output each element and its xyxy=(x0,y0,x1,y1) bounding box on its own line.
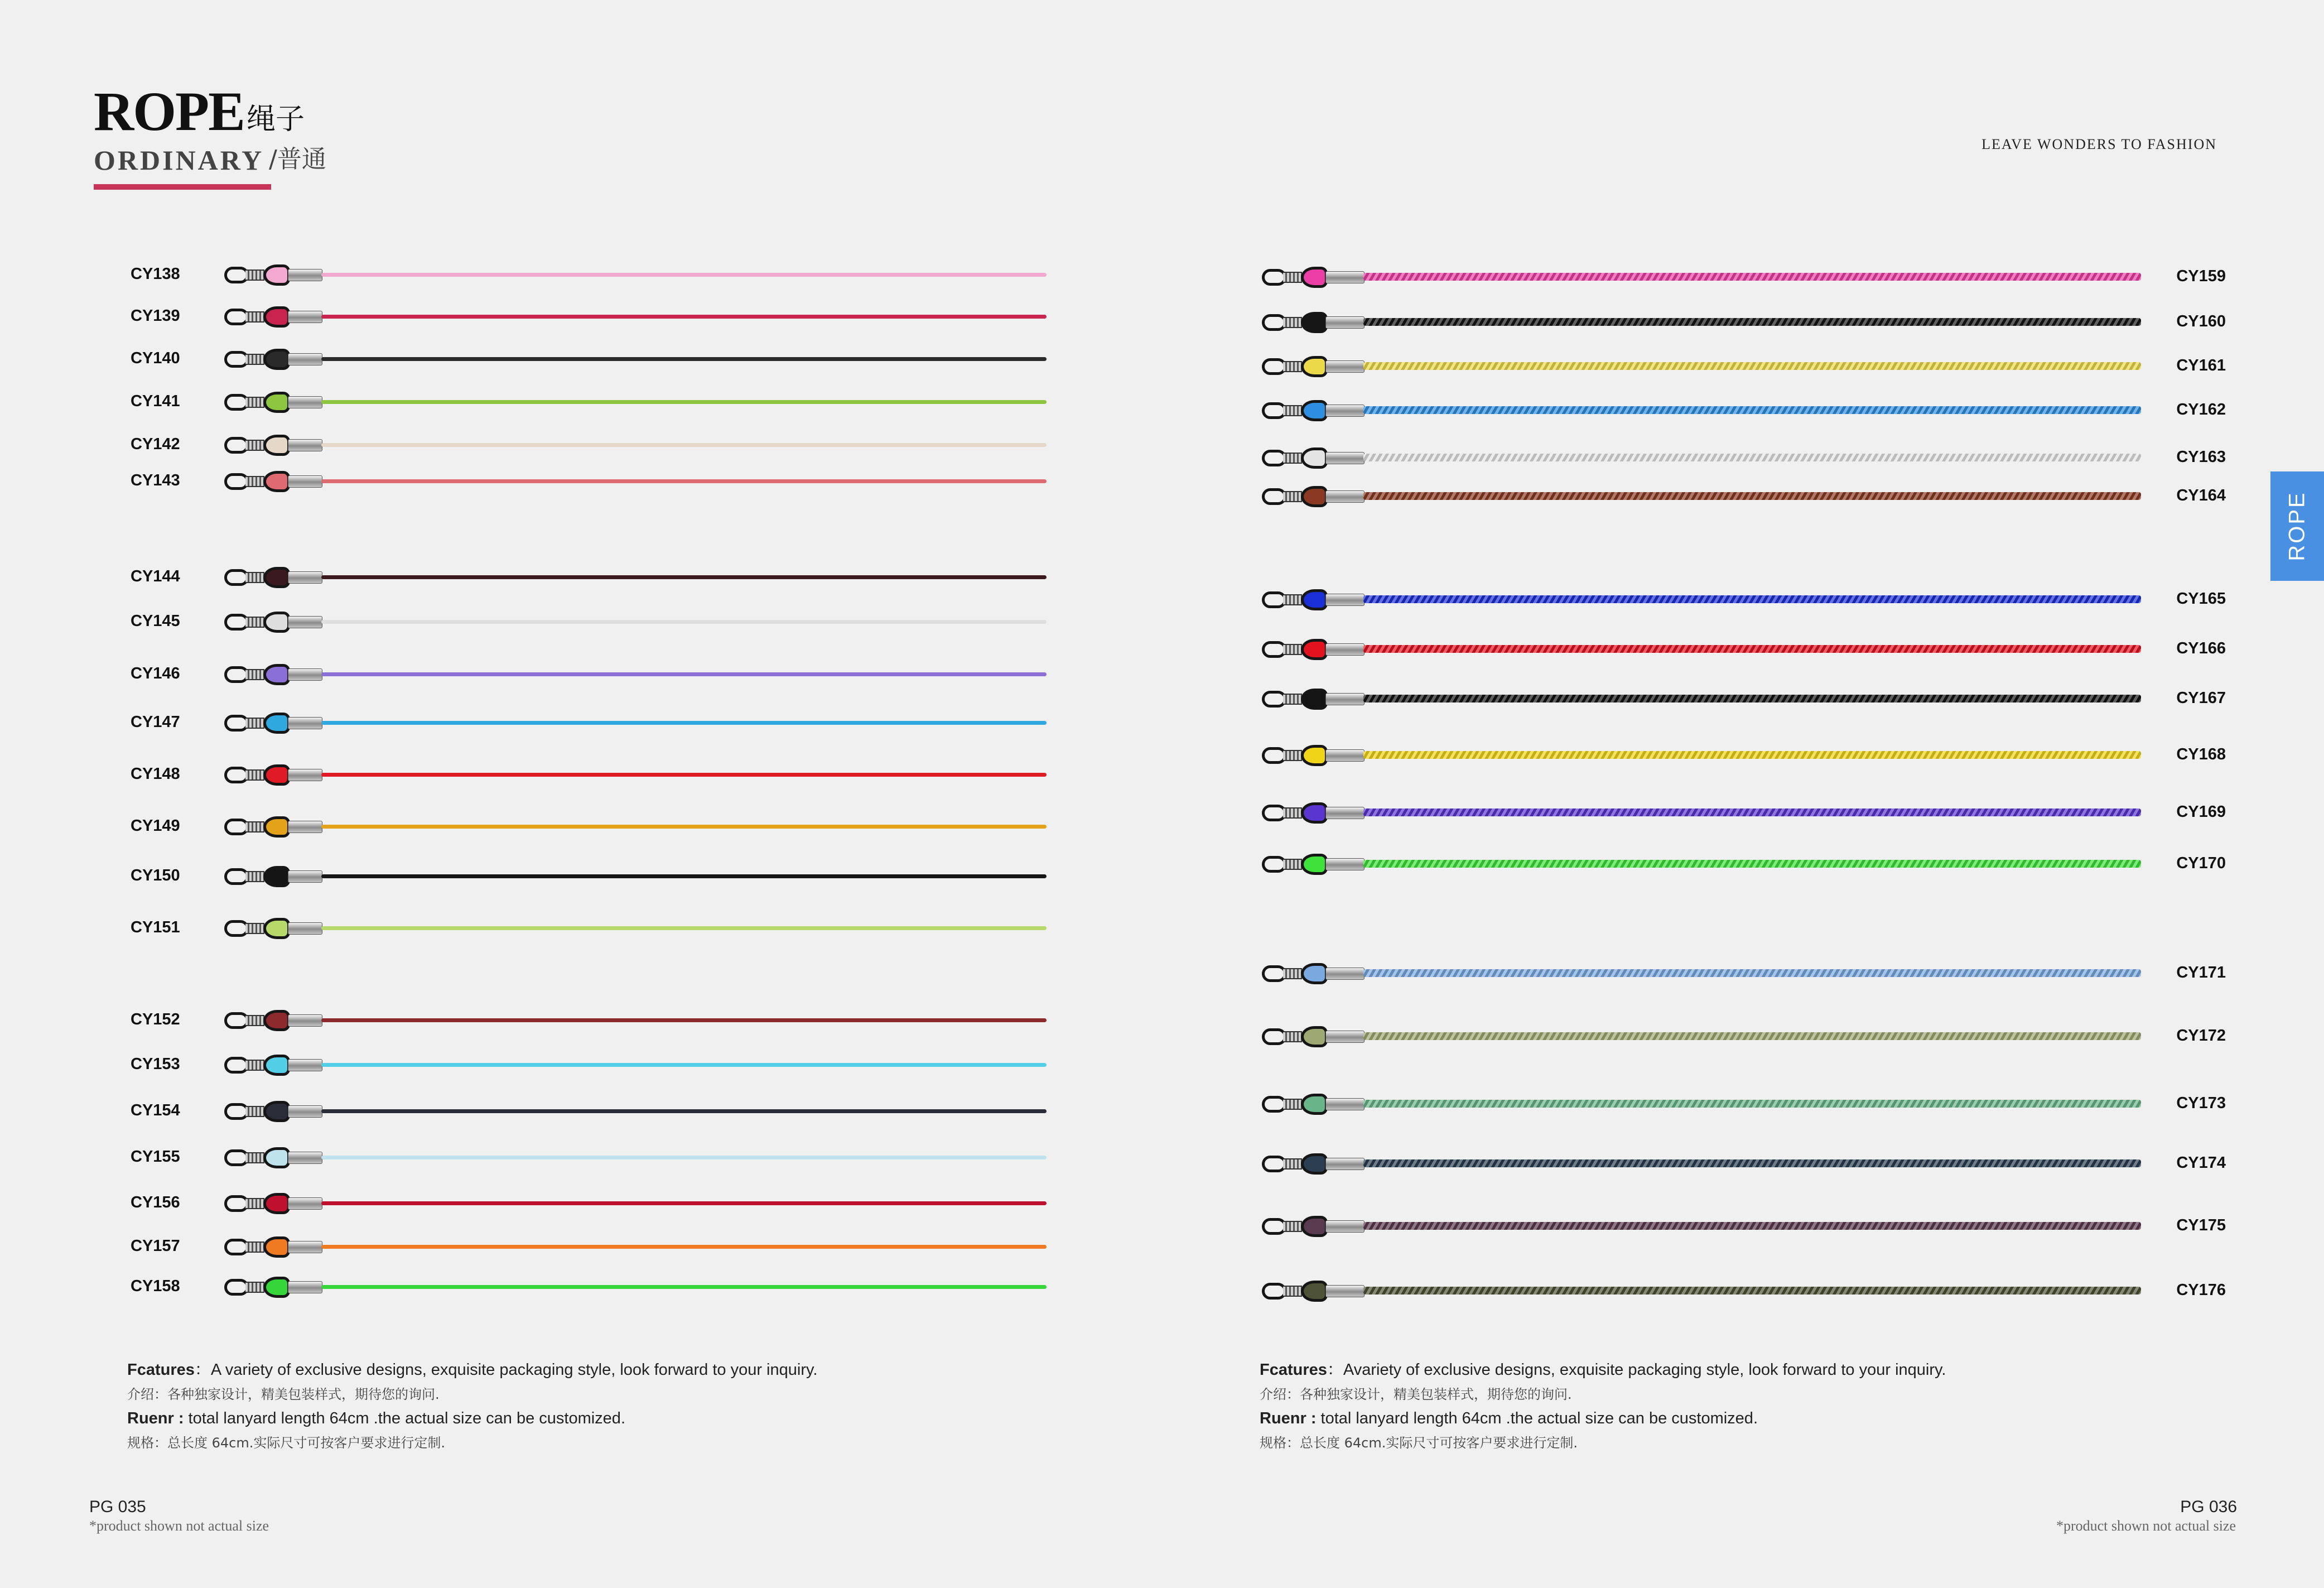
rubber-end-icon xyxy=(1301,745,1328,766)
cord-code-label: CY140 xyxy=(131,349,180,367)
metal-ferrule xyxy=(288,668,322,681)
cord-strand xyxy=(1363,860,2141,868)
cord-strand xyxy=(1363,318,2141,326)
rubber-end-icon xyxy=(263,567,290,588)
rubber-end-icon xyxy=(1301,1281,1328,1302)
eyeglass-cord[interactable] xyxy=(1262,1090,2141,1117)
cord-code-label: CY160 xyxy=(2176,312,2226,330)
spring-coil xyxy=(245,1060,264,1071)
rubber-end-icon xyxy=(263,264,290,286)
spring-coil xyxy=(245,718,264,729)
section-tab[interactable] xyxy=(2270,471,2324,581)
rubber-end-icon xyxy=(263,349,290,370)
spring-coil xyxy=(1283,644,1302,655)
rubber-end-icon xyxy=(1301,267,1328,288)
rubber-end-icon xyxy=(263,764,290,786)
cord-code-label: CY172 xyxy=(2176,1027,2226,1045)
rubber-end-icon xyxy=(1301,312,1328,333)
spring-coil xyxy=(245,1241,264,1253)
spring-coil xyxy=(245,1152,264,1163)
eyeglass-cord[interactable] xyxy=(1262,483,2141,509)
rubber-end-icon xyxy=(263,1055,290,1076)
eyeglass-cord[interactable] xyxy=(224,1051,1047,1078)
eyeglass-cord[interactable] xyxy=(1262,960,2141,987)
metal-ferrule xyxy=(1325,749,1364,762)
eyeglass-cord[interactable] xyxy=(224,1190,1047,1216)
features-line xyxy=(127,1357,817,1384)
cord-strand xyxy=(321,1109,1047,1113)
spring-coil xyxy=(1283,1031,1302,1042)
rubber-end-icon xyxy=(263,918,290,939)
metal-ferrule xyxy=(1325,807,1364,819)
cord-strand xyxy=(1363,1159,2141,1167)
metal-ferrule xyxy=(288,1105,322,1118)
rubber-end-icon xyxy=(263,1193,290,1214)
rubber-end-icon xyxy=(1301,802,1328,824)
metal-ferrule xyxy=(1325,968,1364,980)
metal-ferrule xyxy=(1325,1098,1364,1110)
rubber-end-icon xyxy=(263,1147,290,1168)
page-subtitle-cn: /普通 xyxy=(269,145,326,174)
eyeglass-cord[interactable] xyxy=(1262,1023,2141,1050)
cord-code-label: CY174 xyxy=(2176,1154,2226,1172)
right-features-block xyxy=(1260,1357,1946,1455)
rubber-end-icon xyxy=(1301,447,1328,469)
metal-ferrule xyxy=(1325,1220,1364,1233)
metal-ferrule xyxy=(1325,490,1364,503)
cord-strand xyxy=(1363,273,2141,281)
spring-coil xyxy=(1283,491,1302,502)
metal-ferrule xyxy=(288,769,322,781)
cord-strand xyxy=(321,672,1047,676)
metal-ferrule xyxy=(1325,1285,1364,1297)
rubber-end-icon xyxy=(263,1010,290,1031)
spring-coil xyxy=(245,617,264,628)
cord-code-label: CY168 xyxy=(2176,745,2226,763)
eyeglass-cord[interactable] xyxy=(1262,799,2141,826)
cord-strand xyxy=(1363,695,2141,702)
features-text: ：Avariety of exclusive designs, exquisite packaging style, look forward to your inquiry. xyxy=(1327,1361,1946,1379)
rule-line xyxy=(1260,1406,1946,1432)
rubber-end-icon xyxy=(1301,963,1328,984)
rubber-end-icon xyxy=(1301,1026,1328,1047)
rubber-end-icon xyxy=(1301,486,1328,507)
brand-slogan: LEAVE WONDERS TO FASHION xyxy=(1981,136,2217,152)
spring-coil xyxy=(1283,1286,1302,1297)
cord-strand xyxy=(321,357,1047,361)
metal-ferrule xyxy=(288,311,322,323)
metal-ferrule xyxy=(288,353,322,365)
cord-code-label: CY163 xyxy=(2176,448,2226,466)
cord-strand xyxy=(1363,645,2141,653)
spring-coil xyxy=(245,311,264,323)
cord-strand xyxy=(321,575,1047,579)
cord-strand xyxy=(321,874,1047,878)
spring-coil xyxy=(245,354,264,365)
cord-strand xyxy=(321,1018,1047,1022)
metal-ferrule xyxy=(1325,594,1364,606)
metal-ferrule xyxy=(288,1059,322,1071)
rubber-end-icon xyxy=(263,435,290,456)
cord-strand xyxy=(1363,595,2141,603)
spring-coil xyxy=(1283,594,1302,605)
cord-code-label: CY139 xyxy=(131,307,180,325)
rubber-end-icon xyxy=(1301,1153,1328,1175)
eyeglass-cord[interactable] xyxy=(1262,586,2141,613)
cord-code-label: CY166 xyxy=(2176,639,2226,657)
rubber-end-icon xyxy=(263,866,290,887)
cord-code-label: CY161 xyxy=(2176,357,2226,374)
spring-coil xyxy=(1283,694,1302,705)
eyeglass-cord[interactable] xyxy=(224,345,1047,372)
cord-code-label: CY171 xyxy=(2176,964,2226,981)
size-note-left: *product shown not actual size xyxy=(89,1518,269,1534)
eyeglass-cord[interactable] xyxy=(1262,1150,2141,1177)
cord-code-label: CY158 xyxy=(131,1277,180,1295)
rubber-end-icon xyxy=(263,1236,290,1258)
cord-strand xyxy=(1363,1032,2141,1040)
eyeglass-cord[interactable] xyxy=(1262,397,2141,424)
features-label: Fcatures xyxy=(127,1361,195,1379)
spring-coil xyxy=(245,1015,264,1026)
spring-coil xyxy=(1283,750,1302,761)
cord-strand xyxy=(321,721,1047,725)
rule-text: total lanyard length 64cm .the actual size can be customized. xyxy=(184,1409,625,1428)
spring-coil xyxy=(245,821,264,833)
cord-code-label: CY173 xyxy=(2176,1094,2226,1112)
rubber-end-icon xyxy=(263,713,290,734)
metal-ferrule xyxy=(1325,360,1364,373)
page-title: ROPE xyxy=(94,80,244,142)
title-underline xyxy=(94,184,271,190)
metal-ferrule xyxy=(288,269,322,281)
spring-coil xyxy=(245,1106,264,1117)
rule-line xyxy=(127,1406,817,1432)
metal-ferrule xyxy=(288,475,322,488)
features-text: ：A variety of exclusive designs, exquisite packaging style, look forward to your inquiry. xyxy=(194,1361,818,1379)
cord-code-label: CY167 xyxy=(2176,689,2226,707)
eyeglass-cord[interactable] xyxy=(224,1007,1047,1033)
rubber-end-icon xyxy=(1301,1094,1328,1115)
cord-strand xyxy=(321,620,1047,624)
spring-coil xyxy=(1283,361,1302,372)
eyeglass-cord[interactable] xyxy=(224,261,1047,288)
size-note-right: *product shown not actual size xyxy=(2056,1518,2236,1534)
eyeglass-cord[interactable] xyxy=(224,1273,1047,1300)
cord-strand xyxy=(321,1285,1047,1289)
page-title-cn: 绳子 xyxy=(247,103,305,136)
eyeglass-cord[interactable] xyxy=(224,761,1047,788)
metal-ferrule xyxy=(1325,452,1364,464)
cord-code-label: CY141 xyxy=(131,392,180,410)
cord-strand xyxy=(1363,751,2141,759)
spring-coil xyxy=(245,476,264,487)
rubber-end-icon xyxy=(263,471,290,492)
cord-code-label: CY147 xyxy=(131,713,180,731)
cord-strand xyxy=(321,1156,1047,1159)
cord-strand xyxy=(321,773,1047,777)
spring-coil xyxy=(245,270,264,281)
metal-ferrule xyxy=(1325,405,1364,417)
eyeglass-cord[interactable] xyxy=(224,915,1047,941)
metal-ferrule xyxy=(288,571,322,584)
metal-ferrule xyxy=(288,616,322,628)
cord-code-label: CY159 xyxy=(2176,267,2226,285)
cord-code-label: CY153 xyxy=(131,1055,180,1073)
eyeglass-cord[interactable] xyxy=(1262,309,2141,335)
metal-ferrule xyxy=(1325,693,1364,705)
eyeglass-cord[interactable] xyxy=(224,608,1047,635)
cord-strand xyxy=(1363,454,2141,461)
metal-ferrule xyxy=(288,1197,322,1210)
cord-code-label: CY152 xyxy=(131,1010,180,1028)
cord-strand xyxy=(321,400,1047,404)
rubber-end-icon xyxy=(1301,356,1328,377)
cord-strand xyxy=(321,1063,1047,1067)
metal-ferrule xyxy=(288,1152,322,1164)
spring-coil xyxy=(1283,1221,1302,1232)
cord-strand xyxy=(1363,1222,2141,1230)
cord-code-label: CY144 xyxy=(131,567,180,585)
eyeglass-cord[interactable] xyxy=(1262,850,2141,877)
cord-code-label: CY170 xyxy=(2176,854,2226,872)
rule-label: Ruenr : xyxy=(1260,1409,1317,1428)
spring-coil xyxy=(245,1282,264,1293)
spring-coil xyxy=(1283,405,1302,416)
spring-coil xyxy=(1283,859,1302,870)
cord-strand xyxy=(1363,969,2141,977)
cord-strand xyxy=(321,443,1047,447)
metal-ferrule xyxy=(1325,858,1364,870)
eyeglass-cord[interactable] xyxy=(224,1098,1047,1124)
cord-strand xyxy=(321,825,1047,829)
metal-ferrule xyxy=(1325,1158,1364,1170)
rubber-end-icon xyxy=(1301,1216,1328,1237)
rubber-end-icon xyxy=(263,392,290,413)
spring-coil xyxy=(245,669,264,680)
eyeglass-cord[interactable] xyxy=(1262,685,2141,712)
rubber-end-icon xyxy=(1301,589,1328,610)
cord-code-label: CY175 xyxy=(2176,1216,2226,1234)
eyeglass-cord[interactable] xyxy=(224,1233,1047,1260)
rubber-end-icon xyxy=(1301,400,1328,421)
cord-code-label: CY169 xyxy=(2176,803,2226,821)
rubber-end-icon xyxy=(263,306,290,328)
cord-code-label: CY150 xyxy=(131,867,180,884)
cord-code-label: CY148 xyxy=(131,765,180,783)
rubber-end-icon xyxy=(263,664,290,685)
metal-ferrule xyxy=(288,439,322,451)
cord-strand xyxy=(321,1201,1047,1205)
spring-coil xyxy=(1283,1099,1302,1110)
cord-strand xyxy=(1363,492,2141,500)
rubber-end-icon xyxy=(263,1277,290,1298)
eyeglass-cord[interactable] xyxy=(1262,742,2141,768)
eyeglass-cord[interactable] xyxy=(1262,353,2141,379)
cord-code-label: CY149 xyxy=(131,817,180,835)
metal-ferrule xyxy=(288,1241,322,1253)
eyeglass-cord[interactable] xyxy=(1262,263,2141,290)
spring-coil xyxy=(245,572,264,583)
eyeglass-cord[interactable] xyxy=(224,1144,1047,1171)
rubber-end-icon xyxy=(263,816,290,838)
spring-coil xyxy=(1283,453,1302,464)
cord-strand xyxy=(1363,809,2141,816)
metal-ferrule xyxy=(288,396,322,408)
cord-strand xyxy=(321,926,1047,930)
spring-coil xyxy=(1283,968,1302,979)
spring-coil xyxy=(1283,807,1302,819)
cord-code-label: CY165 xyxy=(2176,590,2226,608)
page-subtitle: ORDINARY xyxy=(94,145,264,176)
eyeglass-cord[interactable] xyxy=(224,709,1047,736)
eyeglass-cord[interactable] xyxy=(224,564,1047,590)
cord-strand xyxy=(321,273,1047,277)
metal-ferrule xyxy=(1325,316,1364,329)
spring-coil xyxy=(245,397,264,408)
metal-ferrule xyxy=(1325,1031,1364,1043)
cord-code-label: CY143 xyxy=(131,471,180,489)
cord-code-label: CY151 xyxy=(131,918,180,936)
spring-coil xyxy=(245,769,264,781)
metal-ferrule xyxy=(1325,643,1364,656)
eyeglass-cord[interactable] xyxy=(224,468,1047,494)
eyeglass-cord[interactable] xyxy=(224,813,1047,840)
rubber-end-icon xyxy=(1301,854,1328,875)
section-tab-label: ROPE xyxy=(2284,491,2309,561)
features-cn-line: 介绍：各种独家设计，精美包装样式，期待您的询问. xyxy=(127,1386,440,1402)
cord-strand xyxy=(1363,1100,2141,1108)
cord-strand xyxy=(1363,406,2141,414)
metal-ferrule xyxy=(288,1281,322,1293)
cord-code-label: CY157 xyxy=(131,1237,180,1255)
features-line xyxy=(1260,1357,1946,1384)
metal-ferrule xyxy=(288,922,322,935)
features-label: Fcatures xyxy=(1260,1361,1327,1379)
cord-code-label: CY154 xyxy=(131,1101,180,1119)
spring-coil xyxy=(245,440,264,451)
metal-ferrule xyxy=(288,717,322,729)
cord-code-label: CY142 xyxy=(131,435,180,453)
left-features-block xyxy=(127,1357,817,1455)
spring-coil xyxy=(245,1198,264,1209)
cord-code-label: CY176 xyxy=(2176,1281,2226,1299)
rule-cn-line: 规格：总长度 64cm.实际尺寸可按客户要求进行定制. xyxy=(1260,1435,1578,1451)
rule-label: Ruenr : xyxy=(127,1409,184,1428)
page-number-right: PG 036 xyxy=(2180,1498,2237,1516)
cord-code-label: CY138 xyxy=(131,265,180,283)
cord-strand xyxy=(321,315,1047,319)
features-cn-line: 介绍：各种独家设计，精美包装样式，期待您的询问. xyxy=(1260,1386,1572,1402)
rubber-end-icon xyxy=(1301,639,1328,660)
metal-ferrule xyxy=(288,1014,322,1027)
cord-strand xyxy=(1363,1287,2141,1295)
eyeglass-cord[interactable] xyxy=(224,661,1047,687)
cord-code-label: CY155 xyxy=(131,1148,180,1166)
metal-ferrule xyxy=(288,821,322,833)
spring-coil xyxy=(245,923,264,934)
cord-strand xyxy=(321,1245,1047,1249)
rubber-end-icon xyxy=(1301,689,1328,710)
cord-strand xyxy=(321,479,1047,483)
eyeglass-cord[interactable] xyxy=(224,863,1047,889)
cord-code-label: CY164 xyxy=(2176,487,2226,504)
eyeglass-cord[interactable] xyxy=(1262,1277,2141,1304)
cord-code-label: CY146 xyxy=(131,665,180,682)
spring-coil xyxy=(1283,272,1302,283)
cord-code-label: CY162 xyxy=(2176,401,2226,418)
cord-code-label: CY145 xyxy=(131,612,180,630)
spring-coil xyxy=(1283,317,1302,328)
eyeglass-cord[interactable] xyxy=(1262,444,2141,471)
eyeglass-cord[interactable] xyxy=(1262,1212,2141,1239)
metal-ferrule xyxy=(288,870,322,883)
eyeglass-cord[interactable] xyxy=(224,388,1047,415)
rubber-end-icon xyxy=(263,1101,290,1122)
page-number-left: PG 035 xyxy=(89,1498,146,1516)
eyeglass-cord[interactable] xyxy=(1262,636,2141,662)
cord-code-label: CY156 xyxy=(131,1194,180,1211)
cord-strand xyxy=(1363,362,2141,370)
eyeglass-cord[interactable] xyxy=(224,303,1047,330)
rule-cn-line: 规格：总长度 64cm.实际尺寸可按客户要求进行定制. xyxy=(127,1435,445,1451)
spring-coil xyxy=(245,871,264,882)
rubber-end-icon xyxy=(263,612,290,633)
rule-text: total lanyard length 64cm .the actual size can be customized. xyxy=(1316,1409,1758,1428)
spring-coil xyxy=(1283,1158,1302,1170)
eyeglass-cord[interactable] xyxy=(224,431,1047,458)
metal-ferrule xyxy=(1325,271,1364,283)
